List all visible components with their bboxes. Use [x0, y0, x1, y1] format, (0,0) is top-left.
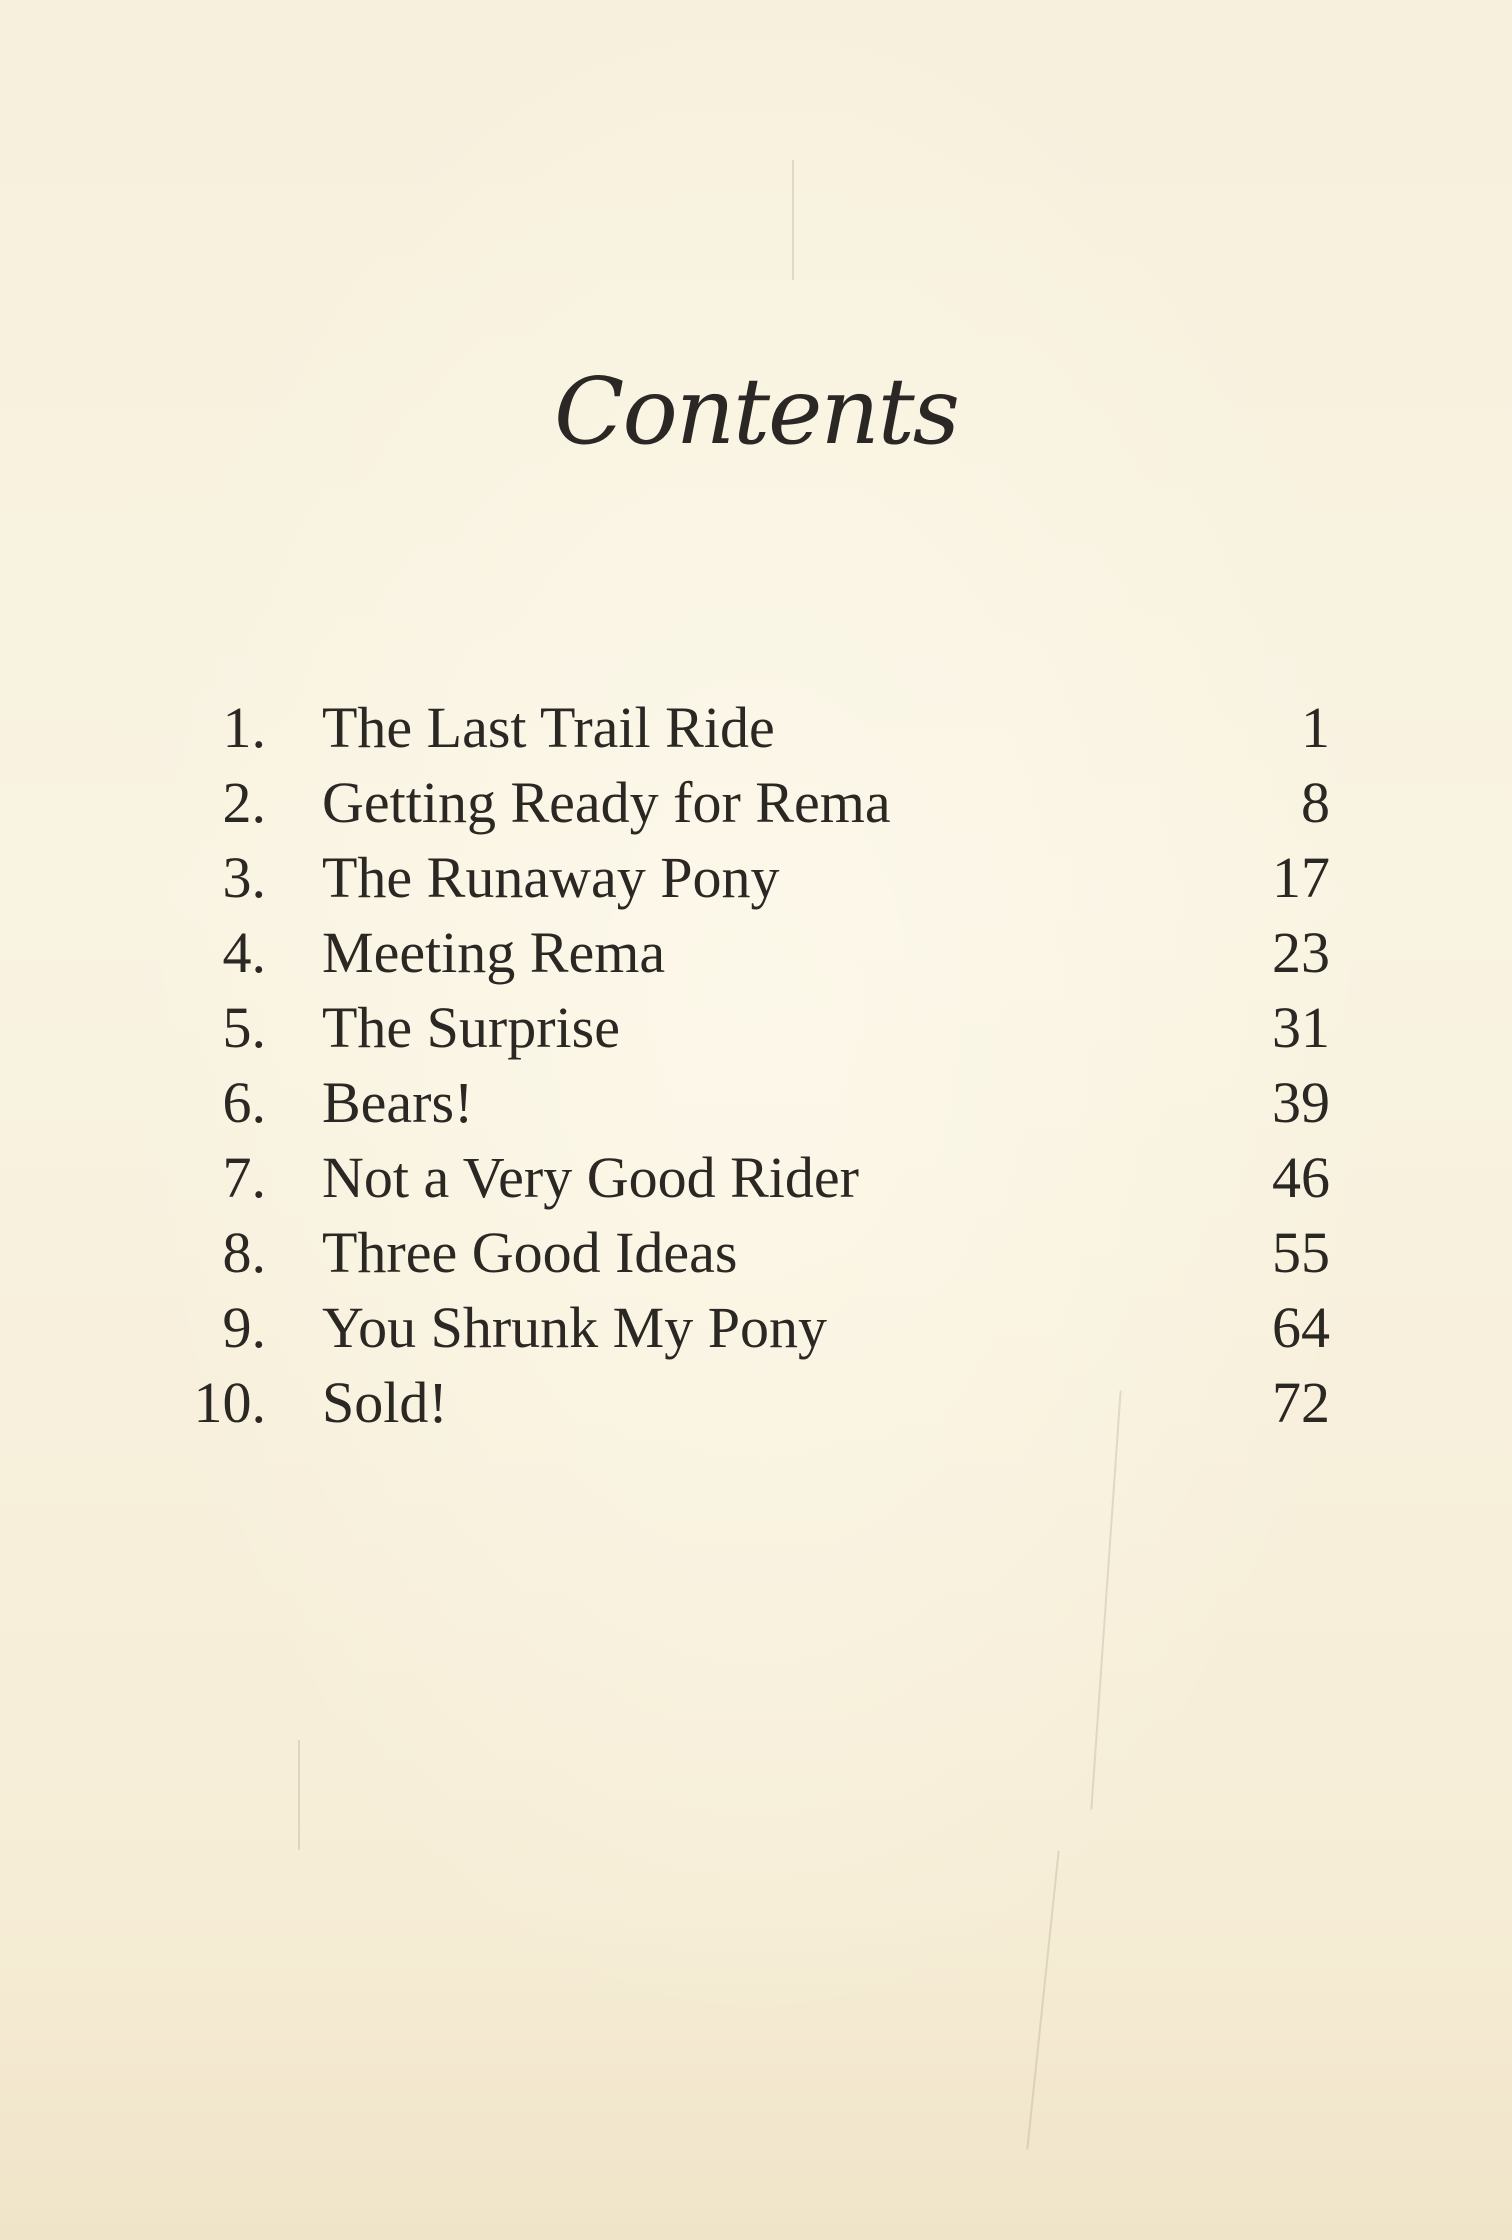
- chapter-title: Meeting Rema: [322, 920, 666, 985]
- paper-crease: [298, 1740, 300, 1850]
- chapter-number: 7.: [222, 1145, 266, 1210]
- chapter-title: You Shrunk My Pony: [322, 1295, 827, 1360]
- toc-entry: [0, 690, 1512, 765]
- chapter-title: The Runaway Pony: [322, 845, 780, 910]
- toc-entry: [0, 1215, 1512, 1290]
- chapter-title: Getting Ready for Rema: [322, 770, 891, 835]
- chapter-number: 4.: [222, 920, 266, 985]
- chapter-title: The Last Trail Ride: [322, 695, 775, 760]
- chapter-title: Three Good Ideas: [322, 1220, 738, 1285]
- chapter-page-number: 55: [1272, 1220, 1330, 1285]
- page-title: Contents: [554, 358, 958, 465]
- toc-entry: [0, 840, 1512, 915]
- chapter-page-number: 17: [1272, 845, 1330, 910]
- chapter-number: 10.: [193, 1370, 266, 1435]
- chapter-page-number: 72: [1272, 1370, 1330, 1435]
- chapter-number: 6.: [222, 1070, 266, 1135]
- chapter-title: Not a Very Good Rider: [322, 1145, 859, 1210]
- toc-entry: [0, 990, 1512, 1065]
- chapter-number: 9.: [222, 1295, 266, 1360]
- chapter-number: 5.: [222, 995, 266, 1060]
- toc-entry: [0, 1140, 1512, 1215]
- chapter-number: 2.: [222, 770, 266, 835]
- toc-entry: [0, 1065, 1512, 1140]
- paper-crease: [792, 160, 794, 280]
- toc-entry: [0, 915, 1512, 990]
- table-of-contents: [0, 690, 1512, 1440]
- chapter-number: 3.: [222, 845, 266, 910]
- paper-crease: [1090, 1390, 1121, 1809]
- chapter-page-number: 1: [1301, 695, 1330, 760]
- chapter-number: 8.: [222, 1220, 266, 1285]
- toc-entry: [0, 1290, 1512, 1365]
- chapter-page-number: 23: [1272, 920, 1330, 985]
- chapter-title: Sold!: [322, 1370, 448, 1435]
- chapter-page-number: 39: [1272, 1070, 1330, 1135]
- chapter-number: 1.: [222, 695, 266, 760]
- chapter-page-number: 46: [1272, 1145, 1330, 1210]
- chapter-title: The Surprise: [322, 995, 620, 1060]
- chapter-page-number: 8: [1301, 770, 1330, 835]
- chapter-page-number: 64: [1272, 1295, 1330, 1360]
- paper-crease: [1026, 1851, 1059, 2150]
- toc-entry: [0, 765, 1512, 840]
- chapter-page-number: 31: [1272, 995, 1330, 1060]
- chapter-title: Bears!: [322, 1070, 474, 1135]
- toc-entry: [0, 1365, 1512, 1440]
